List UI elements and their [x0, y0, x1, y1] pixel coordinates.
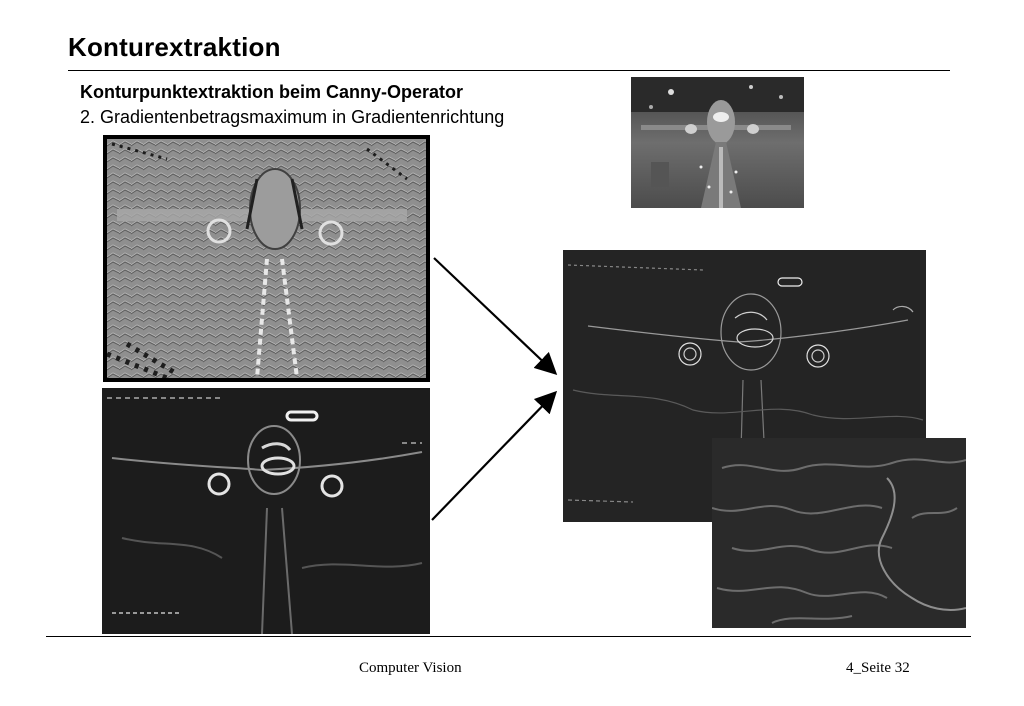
zoomed-detail-image	[712, 438, 966, 628]
step-description: 2. Gradientenbetragsmaximum in Gradientenrichtung	[80, 107, 505, 127]
original-airplane-photo	[631, 77, 804, 208]
title-divider	[68, 70, 950, 71]
gradient-magnitude-image	[102, 388, 430, 634]
arrow-from-direction	[434, 258, 554, 372]
arrow-from-magnitude	[432, 394, 554, 520]
section-heading: Konturpunktextraktion beim Canny-Operator	[80, 82, 464, 102]
footer-divider	[46, 636, 971, 637]
slide-title: Konturextraktion	[68, 32, 281, 62]
gradient-direction-image	[103, 135, 430, 382]
footer-page-number: 4_Seite 32	[846, 660, 910, 676]
footer-course-title: Computer Vision	[359, 660, 462, 676]
